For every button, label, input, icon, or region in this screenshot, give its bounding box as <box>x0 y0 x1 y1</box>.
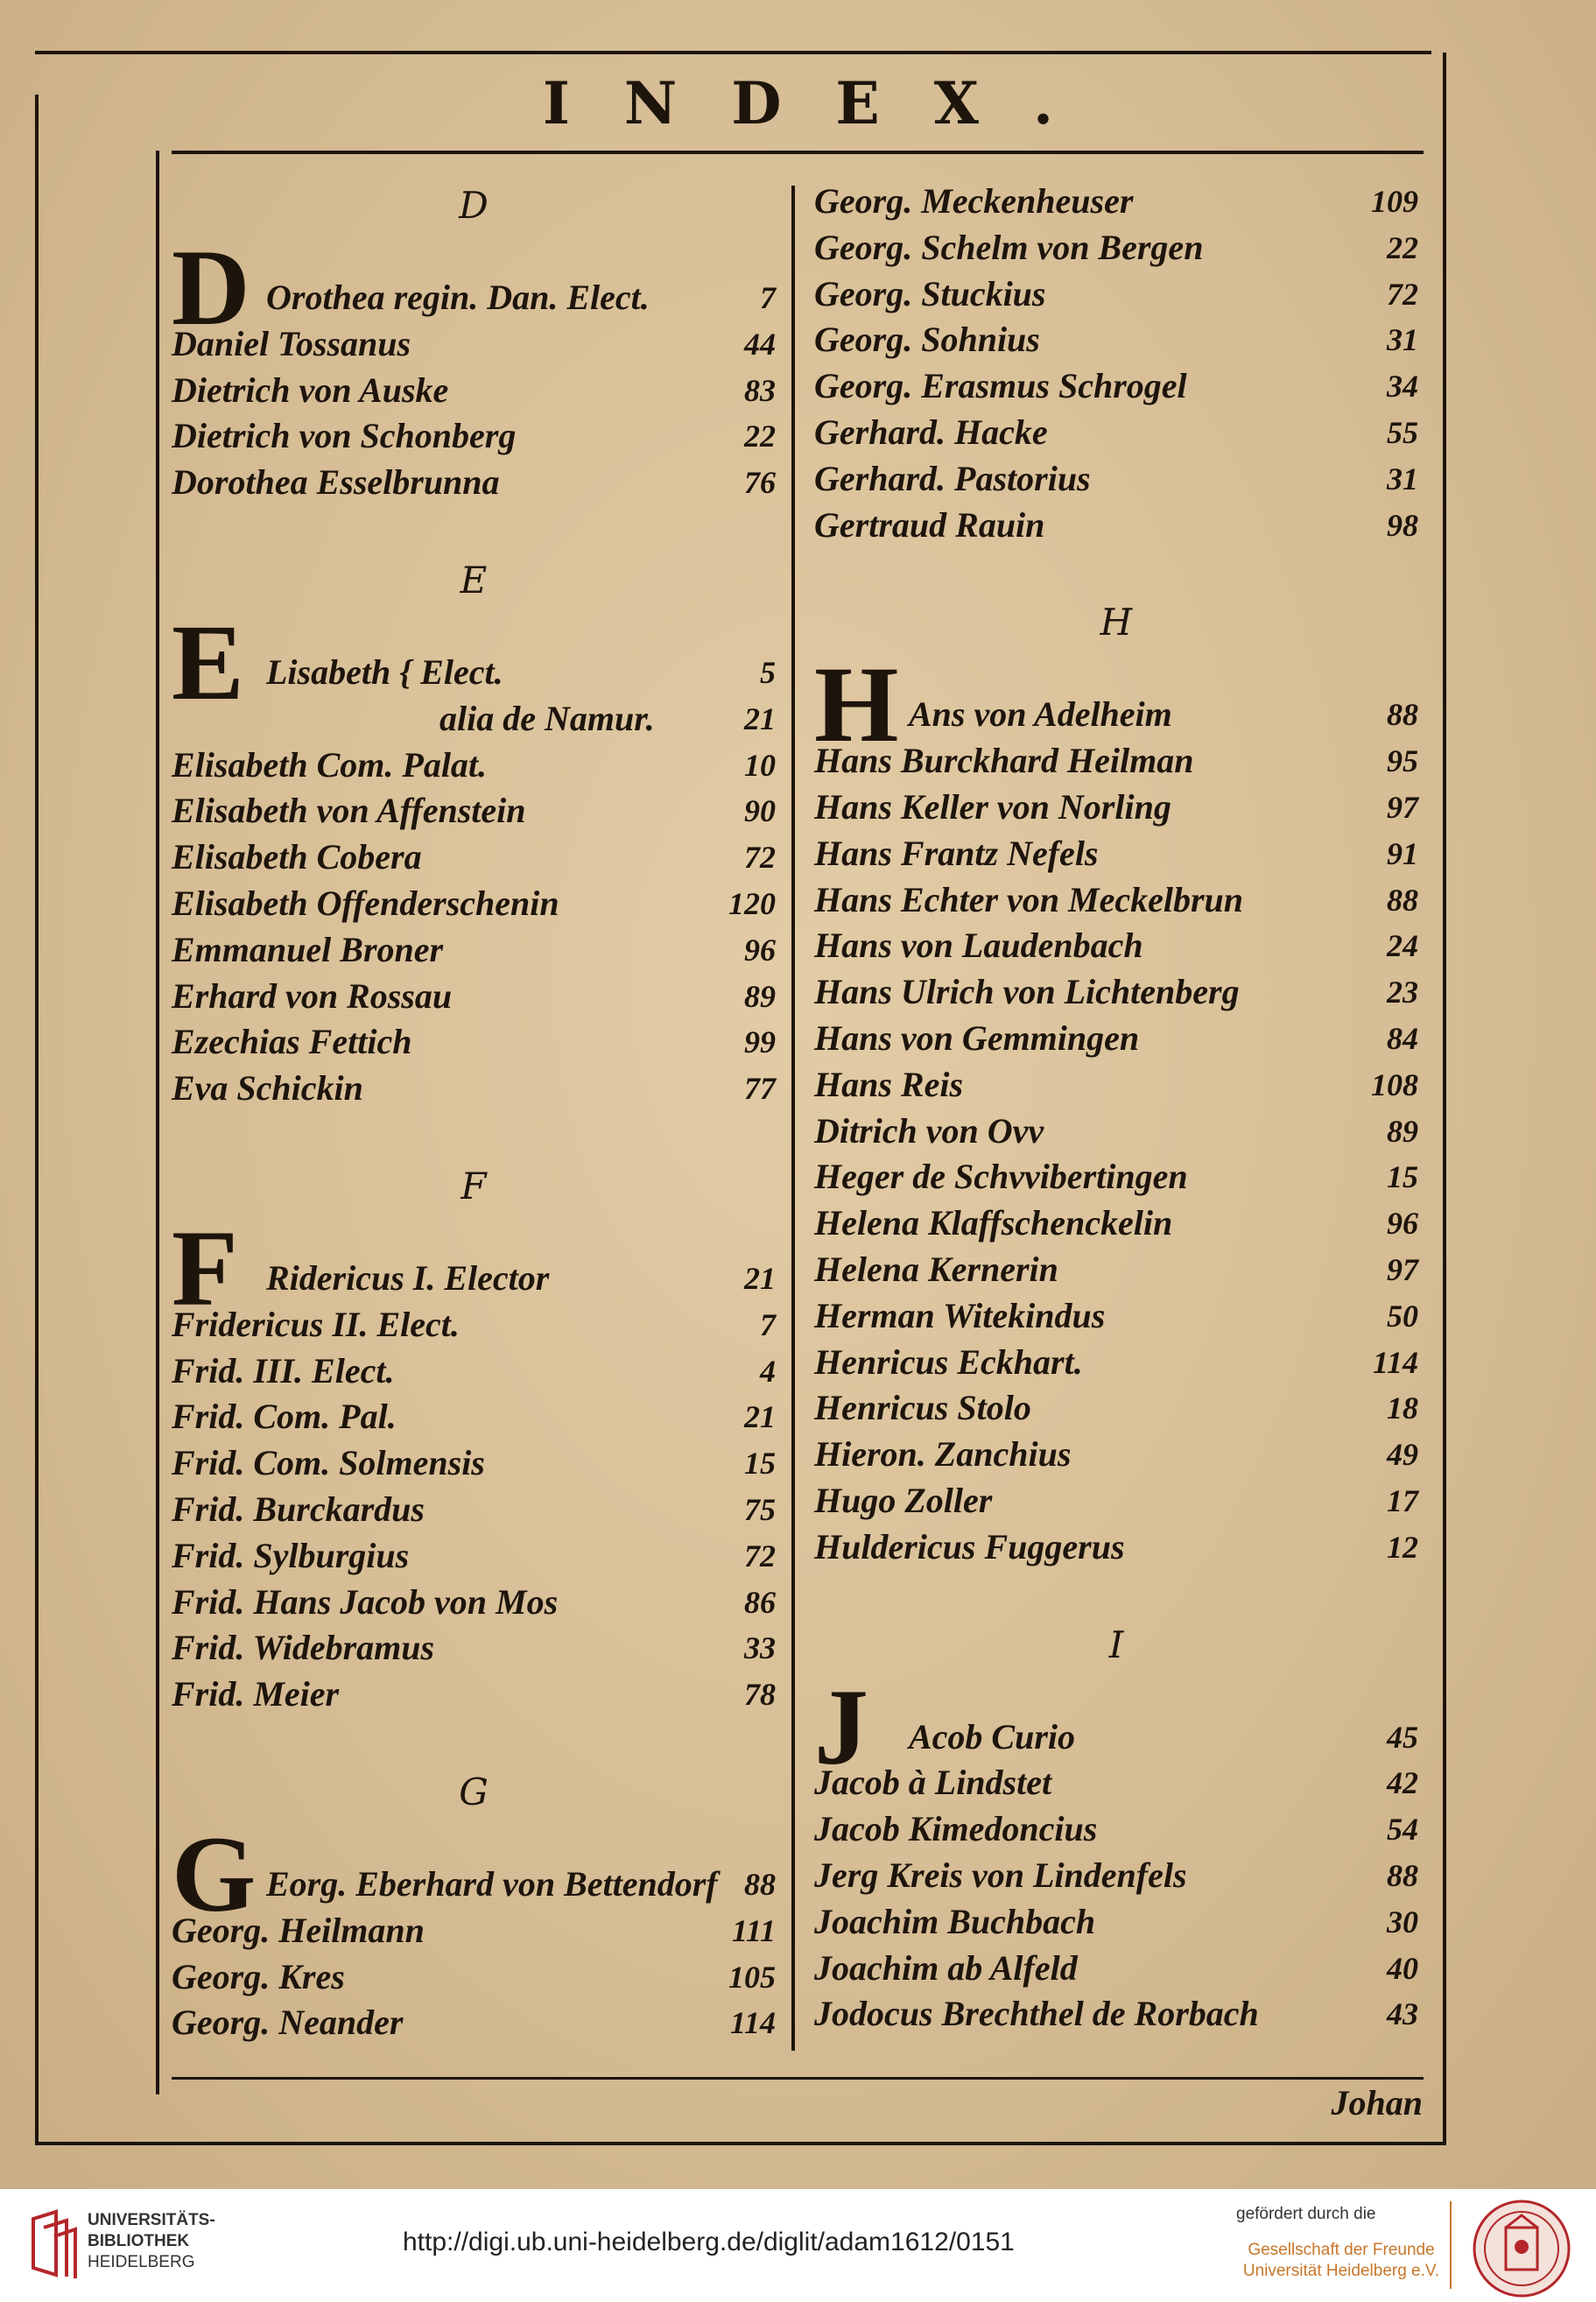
entry-page: 99 <box>744 1024 776 1060</box>
index-entry <box>814 1760 1418 1806</box>
entry-name: Jacob Kimedoncius <box>814 1809 1098 1849</box>
index-entry <box>814 1478 1418 1524</box>
entry-name: Elisabeth Offenderschenin <box>172 883 559 923</box>
section-heading: I <box>1108 1623 1124 1666</box>
entry-name: Gerhard. Hacke <box>814 412 1048 452</box>
index-entry <box>172 743 776 788</box>
entry-page: 120 <box>728 886 776 921</box>
drop-capital: H <box>814 644 899 765</box>
drop-capital: F <box>172 1208 238 1328</box>
entry-name: Herman Witekindus <box>814 1295 1106 1335</box>
entry-name: Georg. Neander <box>172 2003 404 2043</box>
right-outer-rule <box>1443 53 1446 2145</box>
entry-page: 21 <box>744 1261 776 1296</box>
index-entry <box>814 317 1418 363</box>
entry-page: 54 <box>1387 1812 1418 1848</box>
index-entry <box>814 225 1418 271</box>
entry-name: Hans Ulrich von Lichtenberg <box>814 972 1240 1012</box>
index-entry <box>172 1394 776 1440</box>
sponsor-name-line1: Gesellschaft der Freunde <box>1248 2241 1435 2259</box>
index-entry <box>814 1714 1418 1760</box>
entry-page: 21 <box>744 700 776 736</box>
entry-name: Henricus Eckhart. <box>814 1341 1083 1382</box>
entry-name: Hans Burckhard Heilman <box>814 741 1194 781</box>
index-entry <box>172 1908 776 1954</box>
entry-page: 31 <box>1387 322 1418 358</box>
left-outer-rule <box>35 95 39 2144</box>
sponsor-name-line2: Universität Heidelberg e.V. <box>1242 2262 1440 2280</box>
entry-name: Hans von Laudenbach <box>814 926 1143 966</box>
index-entry <box>172 1487 776 1532</box>
entry-page: 76 <box>744 465 776 501</box>
entry-name: Elisabeth Cobera <box>172 837 422 877</box>
section-heading: F <box>461 1165 487 1207</box>
drop-capital: E <box>172 602 244 722</box>
entry-name: Frid. III. Elect. <box>172 1350 395 1390</box>
entry-name: Gertraud Rauin <box>814 504 1045 545</box>
index-entry <box>814 1991 1418 2037</box>
index-entry <box>172 2000 776 2045</box>
index-entry <box>172 1440 776 1486</box>
right-column <box>814 175 1427 2075</box>
entry-page: 18 <box>1387 1390 1418 1426</box>
index-entry <box>814 785 1418 830</box>
entry-name: Jodocus Brechthel de Rorbach <box>814 1994 1259 2034</box>
entry-page: 77 <box>744 1071 776 1107</box>
university-seal-icon <box>1471 2198 1572 2299</box>
drop-capital: G <box>172 1814 257 1934</box>
entry-name: Ans von Adelheim <box>909 694 1172 735</box>
entry-name: Eva Schickin <box>172 1068 363 1109</box>
section-heading: D <box>459 184 489 227</box>
entry-page: 30 <box>1387 1904 1418 1939</box>
entry-page: 86 <box>744 1584 776 1620</box>
entry-name: Helena Kernerin <box>814 1250 1058 1289</box>
library-name-line2: BIBLIOTHEK <box>88 2232 190 2250</box>
index-entry <box>814 1432 1418 1477</box>
entry-page: 88 <box>1387 697 1418 733</box>
index-entry <box>814 969 1418 1015</box>
entry-name: Georg. Schelm von Bergen <box>814 227 1204 267</box>
entry-name: Georg. Stuckius <box>814 273 1046 313</box>
entry-name: Acob Curio <box>909 1716 1076 1756</box>
entry-name: Georg. Kres <box>172 1956 345 1996</box>
entry-name: Ditrich von Ovv <box>814 1110 1044 1151</box>
entry-name: Heger de Schvvibertingen <box>814 1157 1188 1197</box>
entry-page: 109 <box>1371 184 1418 219</box>
entry-name: Frid. Widebramus <box>172 1628 435 1668</box>
index-entry <box>814 738 1418 784</box>
entry-page: 7 <box>760 1306 776 1342</box>
entry-page: 50 <box>1387 1298 1418 1334</box>
index-entry <box>172 413 776 459</box>
index-entry <box>172 1019 776 1065</box>
entry-page: 72 <box>1387 276 1418 312</box>
section-heading: G <box>459 1770 489 1813</box>
top-rule <box>35 51 1431 54</box>
entry-page: 17 <box>1387 1483 1418 1518</box>
entry-name: Hieron. Zanchius <box>814 1434 1072 1475</box>
entry-page: 22 <box>744 419 776 454</box>
index-entry <box>814 363 1418 409</box>
index-entry <box>814 831 1418 876</box>
entry-page: 89 <box>744 978 776 1014</box>
entry-page: 40 <box>1387 1950 1418 1986</box>
entry-name: Frid. Com. Pal. <box>172 1397 397 1437</box>
index-entry <box>172 1954 776 2000</box>
index-entry <box>172 788 776 834</box>
entry-page: 90 <box>744 793 776 829</box>
index-entry <box>172 1066 776 1111</box>
entry-name: Gerhard. Pastorius <box>814 458 1091 498</box>
entry-name: Hans Reis <box>814 1064 964 1104</box>
index-entry <box>814 923 1418 968</box>
index-entry <box>172 834 776 880</box>
entry-name: Hans Keller von Norling <box>814 787 1171 827</box>
entry-page: 108 <box>1371 1067 1418 1102</box>
index-entry <box>814 179 1418 224</box>
index-entry <box>814 1293 1418 1339</box>
entry-name: Ridericus I. Elector <box>266 1258 550 1298</box>
index-entry <box>814 503 1418 548</box>
entry-name: Helena Klaffschenckelin <box>814 1203 1173 1243</box>
index-entry <box>814 410 1418 455</box>
entry-page: 96 <box>1387 1206 1418 1242</box>
entry-page: 22 <box>1387 229 1418 265</box>
entry-page: 4 <box>760 1353 776 1389</box>
entry-name: Georg. Heilmann <box>172 1910 425 1950</box>
entry-name: Huldericus Fuggerus <box>814 1526 1125 1566</box>
entry-name: Hans Frantz Nefels <box>814 833 1099 873</box>
entry-name: Dorothea Esselbrunna <box>172 462 500 503</box>
index-entry <box>172 1625 776 1671</box>
index-entry <box>814 1806 1418 1852</box>
index-entry <box>172 460 776 505</box>
bottom-outer-rule <box>35 2142 1445 2145</box>
section-heading: H <box>1100 601 1133 644</box>
column-divider <box>791 186 795 2051</box>
entry-name: Frid. Burckardus <box>172 1489 425 1529</box>
index-entry <box>814 1062 1418 1108</box>
index-entry <box>814 1200 1418 1246</box>
drop-capital: D <box>172 228 250 348</box>
left-column <box>172 175 784 2075</box>
entry-name: Lisabeth { Elect. <box>266 652 503 692</box>
entry-name: Hans von Gemmingen <box>814 1018 1140 1058</box>
index-entry <box>814 1524 1418 1570</box>
entry-page: 5 <box>760 655 776 690</box>
index-entry <box>172 1672 776 1717</box>
entry-page: 111 <box>731 1912 776 1948</box>
index-entry <box>814 271 1418 317</box>
page-title: INDEX. <box>543 69 1107 137</box>
entry-page: 91 <box>1387 835 1418 871</box>
entry-name: Fridericus II. Elect. <box>172 1304 460 1344</box>
entry-name: Daniel Tossanus <box>172 323 411 363</box>
index-entry <box>172 1580 776 1625</box>
entry-page: 15 <box>1387 1159 1418 1195</box>
entry-page: 42 <box>1387 1765 1418 1801</box>
entry-page: 55 <box>1387 415 1418 450</box>
index-entry <box>172 974 776 1019</box>
index-entry <box>814 1109 1418 1154</box>
index-entry <box>814 1853 1418 1898</box>
index-entry <box>814 1016 1418 1061</box>
index-entry <box>172 368 776 413</box>
footer-separator <box>1450 2201 1452 2289</box>
header-rule <box>172 151 1424 154</box>
entry-page: 7 <box>760 280 776 315</box>
entry-page: 33 <box>744 1630 776 1666</box>
index-entry <box>814 1154 1418 1200</box>
entry-name: Henricus Stolo <box>814 1388 1031 1428</box>
entry-page: 23 <box>1387 975 1418 1010</box>
entry-page: 78 <box>744 1677 776 1713</box>
entry-page: 89 <box>1387 1113 1418 1149</box>
index-entry <box>172 1533 776 1579</box>
entry-page: 49 <box>1387 1437 1418 1473</box>
entry-name: Georg. Meckenheuser <box>814 181 1134 221</box>
index-entry <box>814 1340 1418 1385</box>
drop-capital: J <box>814 1666 868 1787</box>
index-entry <box>814 456 1418 502</box>
entry-page: 72 <box>744 1538 776 1573</box>
library-logo-icon <box>26 2207 81 2282</box>
entry-name: Joachim Buchbach <box>814 1901 1096 1941</box>
entry-page: 43 <box>1387 1996 1418 2032</box>
entry-page: 12 <box>1387 1529 1418 1565</box>
entry-name: Joachim ab Alfeld <box>814 1947 1078 1988</box>
entry-name: Frid. Sylburgius <box>172 1535 410 1575</box>
entry-page: 21 <box>744 1399 776 1435</box>
entry-name: Frid. Hans Jacob von Mos <box>172 1581 559 1622</box>
index-entry <box>172 275 776 320</box>
entry-name: Elisabeth Com. Palat. <box>172 744 488 785</box>
entry-page: 15 <box>744 1446 776 1482</box>
index-entry <box>172 1862 776 1907</box>
entry-page: 84 <box>1387 1021 1418 1056</box>
index-entry <box>814 1946 1418 1991</box>
section-heading: E <box>460 559 488 602</box>
catchword: Johan <box>1331 2083 1423 2122</box>
entry-page: 88 <box>1387 1858 1418 1893</box>
index-entry <box>172 1256 776 1301</box>
entry-name: alia de Namur. <box>439 698 655 738</box>
index-entry <box>172 927 776 973</box>
entry-page: 88 <box>1387 882 1418 918</box>
entry-page: 24 <box>1387 928 1418 964</box>
entry-name: Dietrich von Schonberg <box>172 416 517 456</box>
index-entry <box>172 1302 776 1348</box>
entry-name: Eorg. Eberhard von Bettendorf <box>266 1864 718 1904</box>
index-entry <box>172 1348 776 1394</box>
entry-page: 105 <box>728 1959 776 1995</box>
entry-page: 88 <box>744 1867 776 1902</box>
entry-name: Jerg Kreis von Lindenfels <box>814 1855 1187 1895</box>
footer-bar <box>0 2189 1596 2302</box>
entry-name: Hugo Zoller <box>814 1481 993 1520</box>
index-entry <box>172 321 776 367</box>
library-name <box>88 2210 215 2273</box>
entry-page: 114 <box>729 2005 776 2041</box>
entry-page: 44 <box>744 326 776 362</box>
entry-page: 75 <box>744 1492 776 1527</box>
entry-page: 96 <box>744 932 776 968</box>
entry-page: 45 <box>1387 1719 1418 1755</box>
source-url[interactable]: http://digi.ub.uni-heidelberg.de/diglit/adam1612/0151 <box>403 2228 1015 2256</box>
index-entry <box>814 1247 1418 1292</box>
entry-name: Jacob à Lindstet <box>814 1763 1052 1803</box>
entry-page: 10 <box>744 747 776 783</box>
entry-name: Emmanuel Broner <box>172 929 444 969</box>
entry-page: 97 <box>1387 1252 1418 1287</box>
sponsor-label: gefördert durch die <box>1236 2205 1376 2223</box>
entry-name: Georg. Sohnius <box>814 320 1040 360</box>
index-entry <box>814 877 1418 923</box>
entry-name: Ezechias Fettich <box>172 1022 412 1062</box>
entry-name: Erhard von Rossau <box>172 975 453 1016</box>
entry-name: Georg. Erasmus Schrogel <box>814 366 1187 406</box>
entry-name: Elisabeth von Affenstein <box>172 791 526 831</box>
entry-name: Dietrich von Auske <box>172 370 449 410</box>
entry-name: Frid. Com. Solmensis <box>172 1443 485 1483</box>
entry-page: 31 <box>1387 461 1418 496</box>
entry-page: 114 <box>1372 1344 1418 1380</box>
entry-page: 72 <box>744 840 776 876</box>
index-entry <box>172 881 776 926</box>
library-name-line3: HEIDELBERG <box>88 2253 195 2271</box>
entry-name: Frid. Meier <box>172 1674 340 1714</box>
entry-page: 98 <box>1387 507 1418 543</box>
library-name-line1: UNIVERSITÄTS- <box>88 2211 215 2229</box>
entry-name: Hans Echter von Meckelbrun <box>814 879 1244 919</box>
index-entry <box>172 650 776 695</box>
entry-name: Orothea regin. Dan. Elect. <box>266 278 650 317</box>
entry-page: 34 <box>1387 369 1418 405</box>
index-entry <box>814 1385 1418 1431</box>
entry-page: 83 <box>744 372 776 408</box>
entry-page: 97 <box>1387 790 1418 825</box>
index-entry <box>172 696 776 742</box>
index-entry <box>814 692 1418 737</box>
bottom-inner-rule <box>172 2077 1424 2080</box>
sponsor-name <box>1236 2240 1446 2282</box>
index-entry <box>814 1899 1418 1945</box>
entry-page: 95 <box>1387 743 1418 779</box>
left-inner-rule <box>156 151 159 2094</box>
